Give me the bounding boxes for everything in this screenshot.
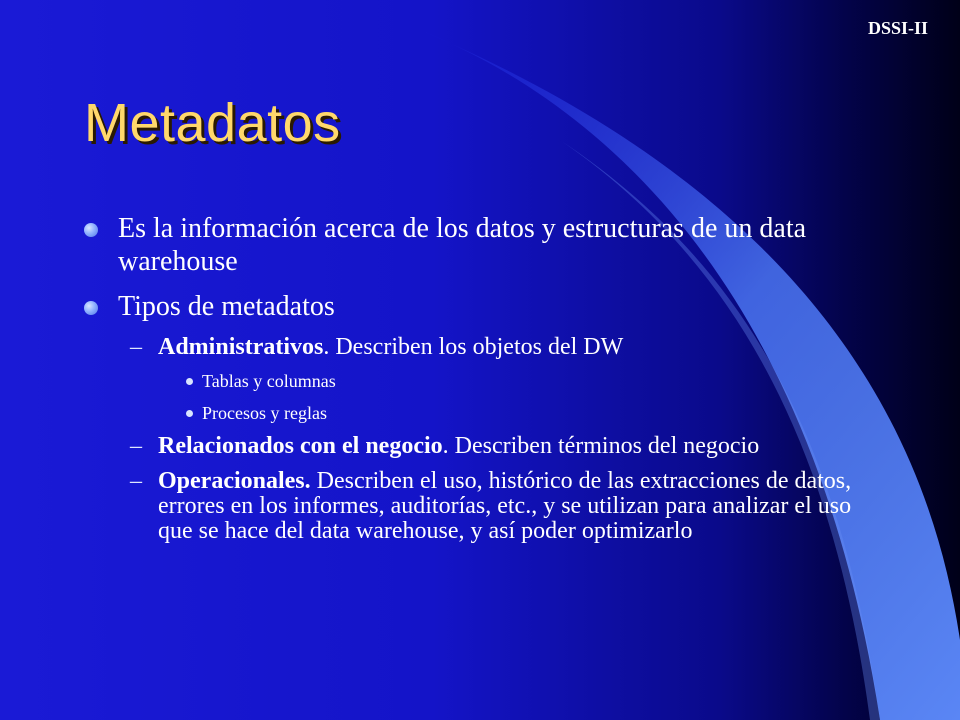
bullet-types	[84, 290, 874, 323]
sub-item-negocio	[84, 434, 874, 459]
small-bullet-icon	[186, 378, 193, 385]
sub-item-text: . Describen términos del negocio	[442, 433, 760, 459]
small-bullet-icon	[186, 410, 193, 417]
slide-badge: DSSI-II	[867, 18, 928, 38]
dash-icon: –	[130, 433, 142, 459]
bullet-definition	[84, 212, 874, 278]
sub-item-bold: Relacionados con el negocio	[158, 433, 443, 459]
sub-item-operacionales	[84, 469, 874, 544]
sub-item-text: . Describen los objetos del DW	[323, 334, 624, 360]
slide-content	[84, 212, 874, 554]
sub-sub-item-text: Tablas y columnas	[202, 371, 336, 391]
dash-icon: –	[130, 468, 142, 494]
sub-sub-item-text: Procesos y reglas	[202, 403, 327, 423]
bullet-icon	[84, 301, 98, 315]
dash-icon: –	[130, 334, 142, 360]
sub-sub-item-procesos	[84, 402, 874, 424]
bullet-text: Tipos de metadatos	[118, 291, 335, 322]
bullet-icon	[84, 223, 98, 237]
sub-item-text: Describen el uso, histórico de las extracciones de datos, errores en los informes, auditorías, etc., y se utilizan para analizar el uso que se hace del data warehouse, y así poder optimizarlo	[158, 468, 852, 544]
slide-title: Metadatos	[84, 93, 341, 153]
sub-item-bold: Operacionales.	[158, 468, 311, 494]
sub-sub-item-tablas	[84, 370, 874, 392]
sub-item-bold: Administrativos	[158, 334, 324, 360]
bullet-text: Es la información acerca de los datos y estructuras de un data warehouse	[118, 213, 807, 277]
sub-item-administrativos	[84, 335, 874, 360]
